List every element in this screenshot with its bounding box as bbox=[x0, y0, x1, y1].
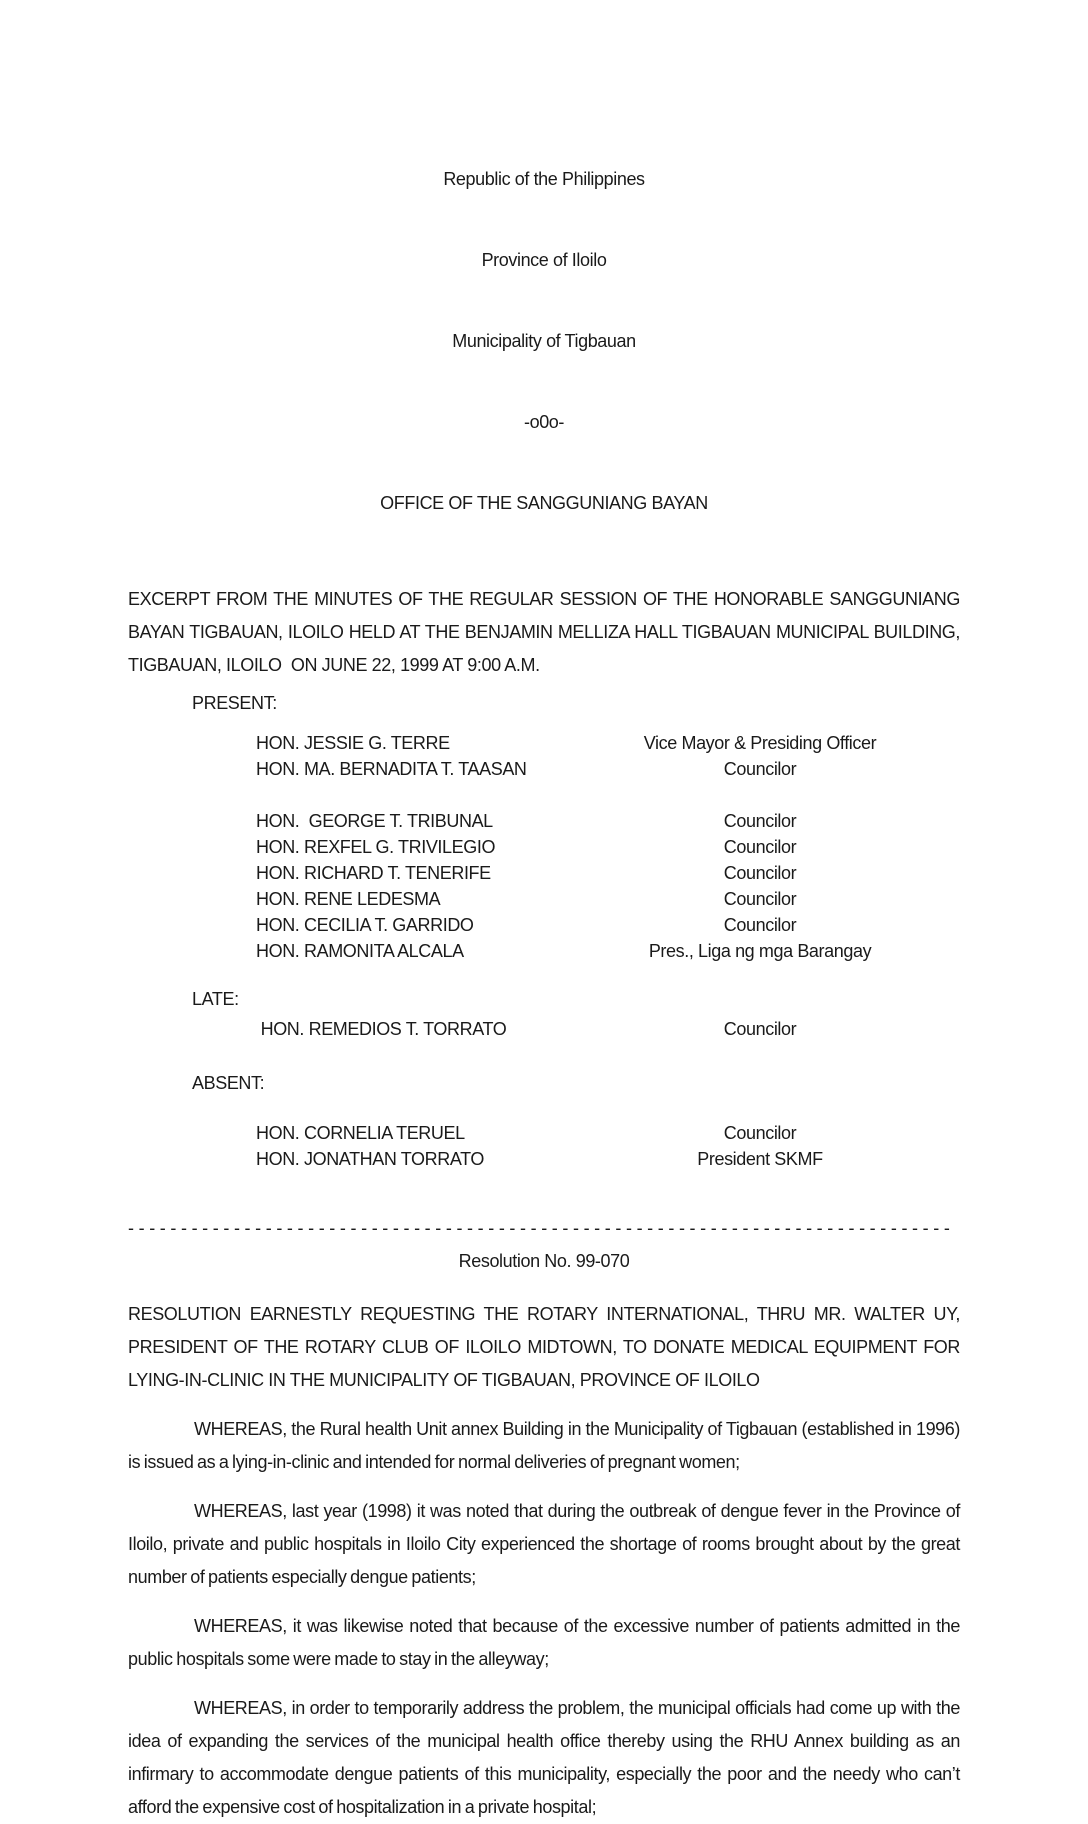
excerpt-paragraph: EXCERPT FROM THE MINUTES OF THE REGULAR SESSION OF THE HONORABLE SANGGUNIANG BAYAN TIGBAUAN, ILOILO HELD AT THE BENJAMIN MELLIZA HALL TIGBAUAN MUNICIPAL BUILDING, TIGBAUAN, ILOILO ON JUNE 22, 1999 AT 9:00 A.M. bbox=[128, 589, 965, 675]
blank-line bbox=[128, 782, 960, 808]
attendance-row bbox=[128, 756, 960, 782]
whereas-paragraph-3: WHEREAS, it was likewise noted that because of the excessive number of patients admitted in the public hospitals some were made to stay in the alleyway; bbox=[128, 1616, 964, 1669]
attendee-name: HON. MA. BERNADITA T. TAASAN bbox=[256, 759, 527, 779]
present-group-1 bbox=[128, 730, 960, 782]
attendance-row bbox=[128, 1120, 960, 1146]
attendance-row bbox=[128, 834, 960, 860]
header-line-province: Province of Iloilo bbox=[481, 250, 607, 270]
attendee-position: Vice Mayor & Presiding Officer bbox=[643, 733, 877, 753]
absent-label: ABSENT: bbox=[192, 1073, 265, 1093]
whereas-paragraph-2: WHEREAS, last year (1998) it was noted that during the outbreak of dengue fever in the Province of Iloilo, private and public hospitals in Iloilo City experienced the shortage of rooms brought about by the great number of patients especially dengue patients; bbox=[128, 1501, 964, 1587]
late-group bbox=[128, 1016, 960, 1042]
absent-group bbox=[128, 1120, 960, 1172]
attendee-name: HON. RICHARD T. TENERIFE bbox=[256, 863, 491, 883]
attendee-position: Councilor bbox=[723, 1019, 797, 1039]
document-header bbox=[128, 112, 960, 571]
whereas-paragraph-1: WHEREAS, the Rural health Unit annex Building in the Municipality of Tigbauan (established in 1996) is issued as a lying-in-clinic and intended for normal deliveries of pregnant women; bbox=[128, 1419, 964, 1472]
late-label: LATE: bbox=[192, 989, 239, 1009]
attendance-row bbox=[128, 808, 960, 834]
resolution-number: Resolution No. 99-070 bbox=[458, 1251, 630, 1271]
attendee-name: HON. CECILIA T. GARRIDO bbox=[256, 915, 474, 935]
present-group-2 bbox=[128, 808, 960, 964]
attendance-row bbox=[128, 912, 960, 938]
attendee-position: Councilor bbox=[723, 889, 797, 909]
attendee-name: HON. REMEDIOS T. TORRATO bbox=[256, 1019, 507, 1039]
attendee-position: Councilor bbox=[723, 915, 797, 935]
attendee-name: HON. GEORGE T. TRIBUNAL bbox=[256, 811, 493, 831]
attendance-row bbox=[128, 886, 960, 912]
attendee-position: Councilor bbox=[723, 863, 797, 883]
header-line-municipality: Municipality of Tigbauan bbox=[452, 331, 636, 351]
present-label: PRESENT: bbox=[192, 693, 277, 713]
dashed-divider: - - - - - - - - - - - - - - - - - - - - - - - - - - - - - - - - - - - - - - - - - - - - - - - - - - - - - - - - - - - - - - - - - - - - - - - - - - - - - - bbox=[128, 1218, 950, 1238]
attendee-name: HON. REXFEL G. TRIVILEGIO bbox=[256, 837, 496, 857]
attendee-position: President SKMF bbox=[697, 1149, 823, 1169]
attendee-position: Councilor bbox=[723, 837, 797, 857]
attendee-name: HON. RAMONITA ALCALA bbox=[256, 941, 464, 961]
attendance-row bbox=[128, 860, 960, 886]
attendee-name: HON. CORNELIA TERUEL bbox=[256, 1123, 465, 1143]
attendee-name: HON. RENE LEDESMA bbox=[256, 889, 441, 909]
header-line-separator: -o0o- bbox=[523, 412, 565, 432]
attendee-name: HON. JESSIE G. TERRE bbox=[256, 733, 450, 753]
attendee-name: HON. JONATHAN TORRATO bbox=[256, 1149, 484, 1169]
attendance-row bbox=[128, 1146, 960, 1172]
header-line-office: OFFICE OF THE SANGGUNIANG BAYAN bbox=[380, 493, 708, 513]
whereas-paragraph-4: WHEREAS, in order to temporarily address the problem, the municipal officials had come up with the idea of expanding the services of the municipal health office thereby using the RHU Annex building as an infirmary to accommodate dengue patients of this municipality, especially the poor and the needy who can’t afford the expensive cost of hospitalization in a private hospital; bbox=[128, 1698, 964, 1817]
attendee-position: Councilor bbox=[723, 759, 797, 779]
header-line-republic: Republic of the Philippines bbox=[443, 169, 645, 189]
attendee-position: Councilor bbox=[723, 1123, 797, 1143]
attendance-row bbox=[128, 730, 960, 756]
attendee-position: Councilor bbox=[723, 811, 797, 831]
resolution-title: RESOLUTION EARNESTLY REQUESTING THE ROTARY INTERNATIONAL, THRU MR. WALTER UY, PRESIDENT OF THE ROTARY CLUB OF ILOILO MIDTOWN, TO DONATE MEDICAL EQUIPMENT FOR LYING-IN-CLINIC IN THE MUNICIPALITY OF TIGBAUAN, PROVINCE OF ILOILO bbox=[128, 1304, 965, 1390]
attendance-row bbox=[128, 1016, 960, 1042]
attendance-row bbox=[128, 938, 960, 964]
attendee-position: Pres., Liga ng mga Barangay bbox=[648, 941, 872, 961]
